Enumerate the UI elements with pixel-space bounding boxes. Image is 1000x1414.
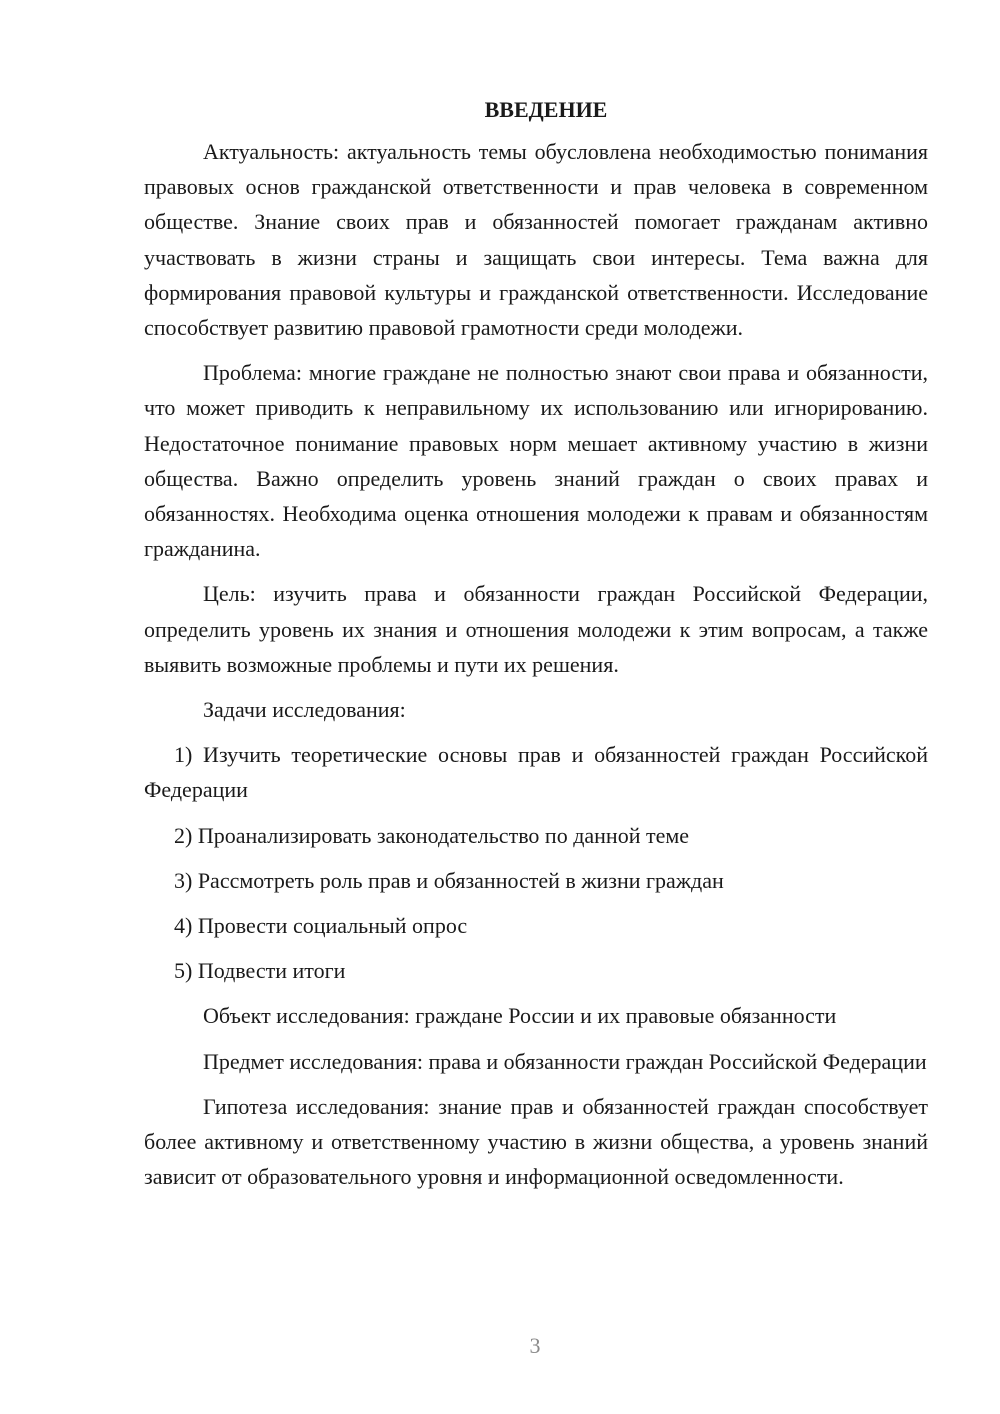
task-item: 3) Рассмотреть роль прав и обязанностей в жизни граждан (174, 867, 724, 893)
task-item: 2) Проанализировать законодательство по данной теме (174, 822, 690, 848)
task-item: 1) Изучить теоретические основы прав и обязанностей граждан Российской Федерации (144, 742, 928, 803)
page-number: 3 (529, 1333, 541, 1358)
object-paragraph: Объект исследования: граждане России и их правовые обязанности (203, 1003, 837, 1029)
task-item: 4) Провести социальный опрос (174, 913, 468, 939)
tasks-heading: Задачи исследования: (203, 697, 406, 723)
goal-paragraph: Цель: изучить права и обязанности граждан Российской Федерации, определить уровень их знания и отношения молодежи к этим вопросам, а также выявить возможные проблемы и пути их решения. (144, 581, 928, 677)
problem-paragraph: Проблема: многие граждане не полностью знают свои права и обязанности, что может приводить к неправильному их использованию или игнорированию. Недостаточное понимание правовых норм мешает активному участию в жизни общества. Важно определить уровень знаний граждан о своих правах и обязанностях. Необходима оценка отношения молодежи к правам и обязанностям гражданина. (144, 360, 928, 562)
relevance-paragraph: Актуальность: актуальность темы обусловлена необходимостью понимания правовых основ гражданской ответственности и прав человека в современном обществе. Знание своих прав и обязанностей помогает гражданам активно участвовать в жизни страны и защищать свои интересы. Тема важна для формирования правовой культуры и гражданской ответственности. Исследование способствует развитию правовой грамотности среди молодежи. (144, 139, 928, 341)
subject-paragraph: Предмет исследования: права и обязанности граждан Российской Федерации (203, 1048, 927, 1074)
document-page (144, 92, 928, 1194)
section-title: ВВЕДЕНИЕ (484, 97, 608, 122)
task-item: 5) Подвести итоги (174, 958, 346, 984)
hypothesis-paragraph: Гипотеза исследования: знание прав и обязанностей граждан способствует более активному и ответственному участию в жизни общества, а уровень знаний зависит от образовательного уровня и информационной осведомленности. (144, 1093, 928, 1190)
